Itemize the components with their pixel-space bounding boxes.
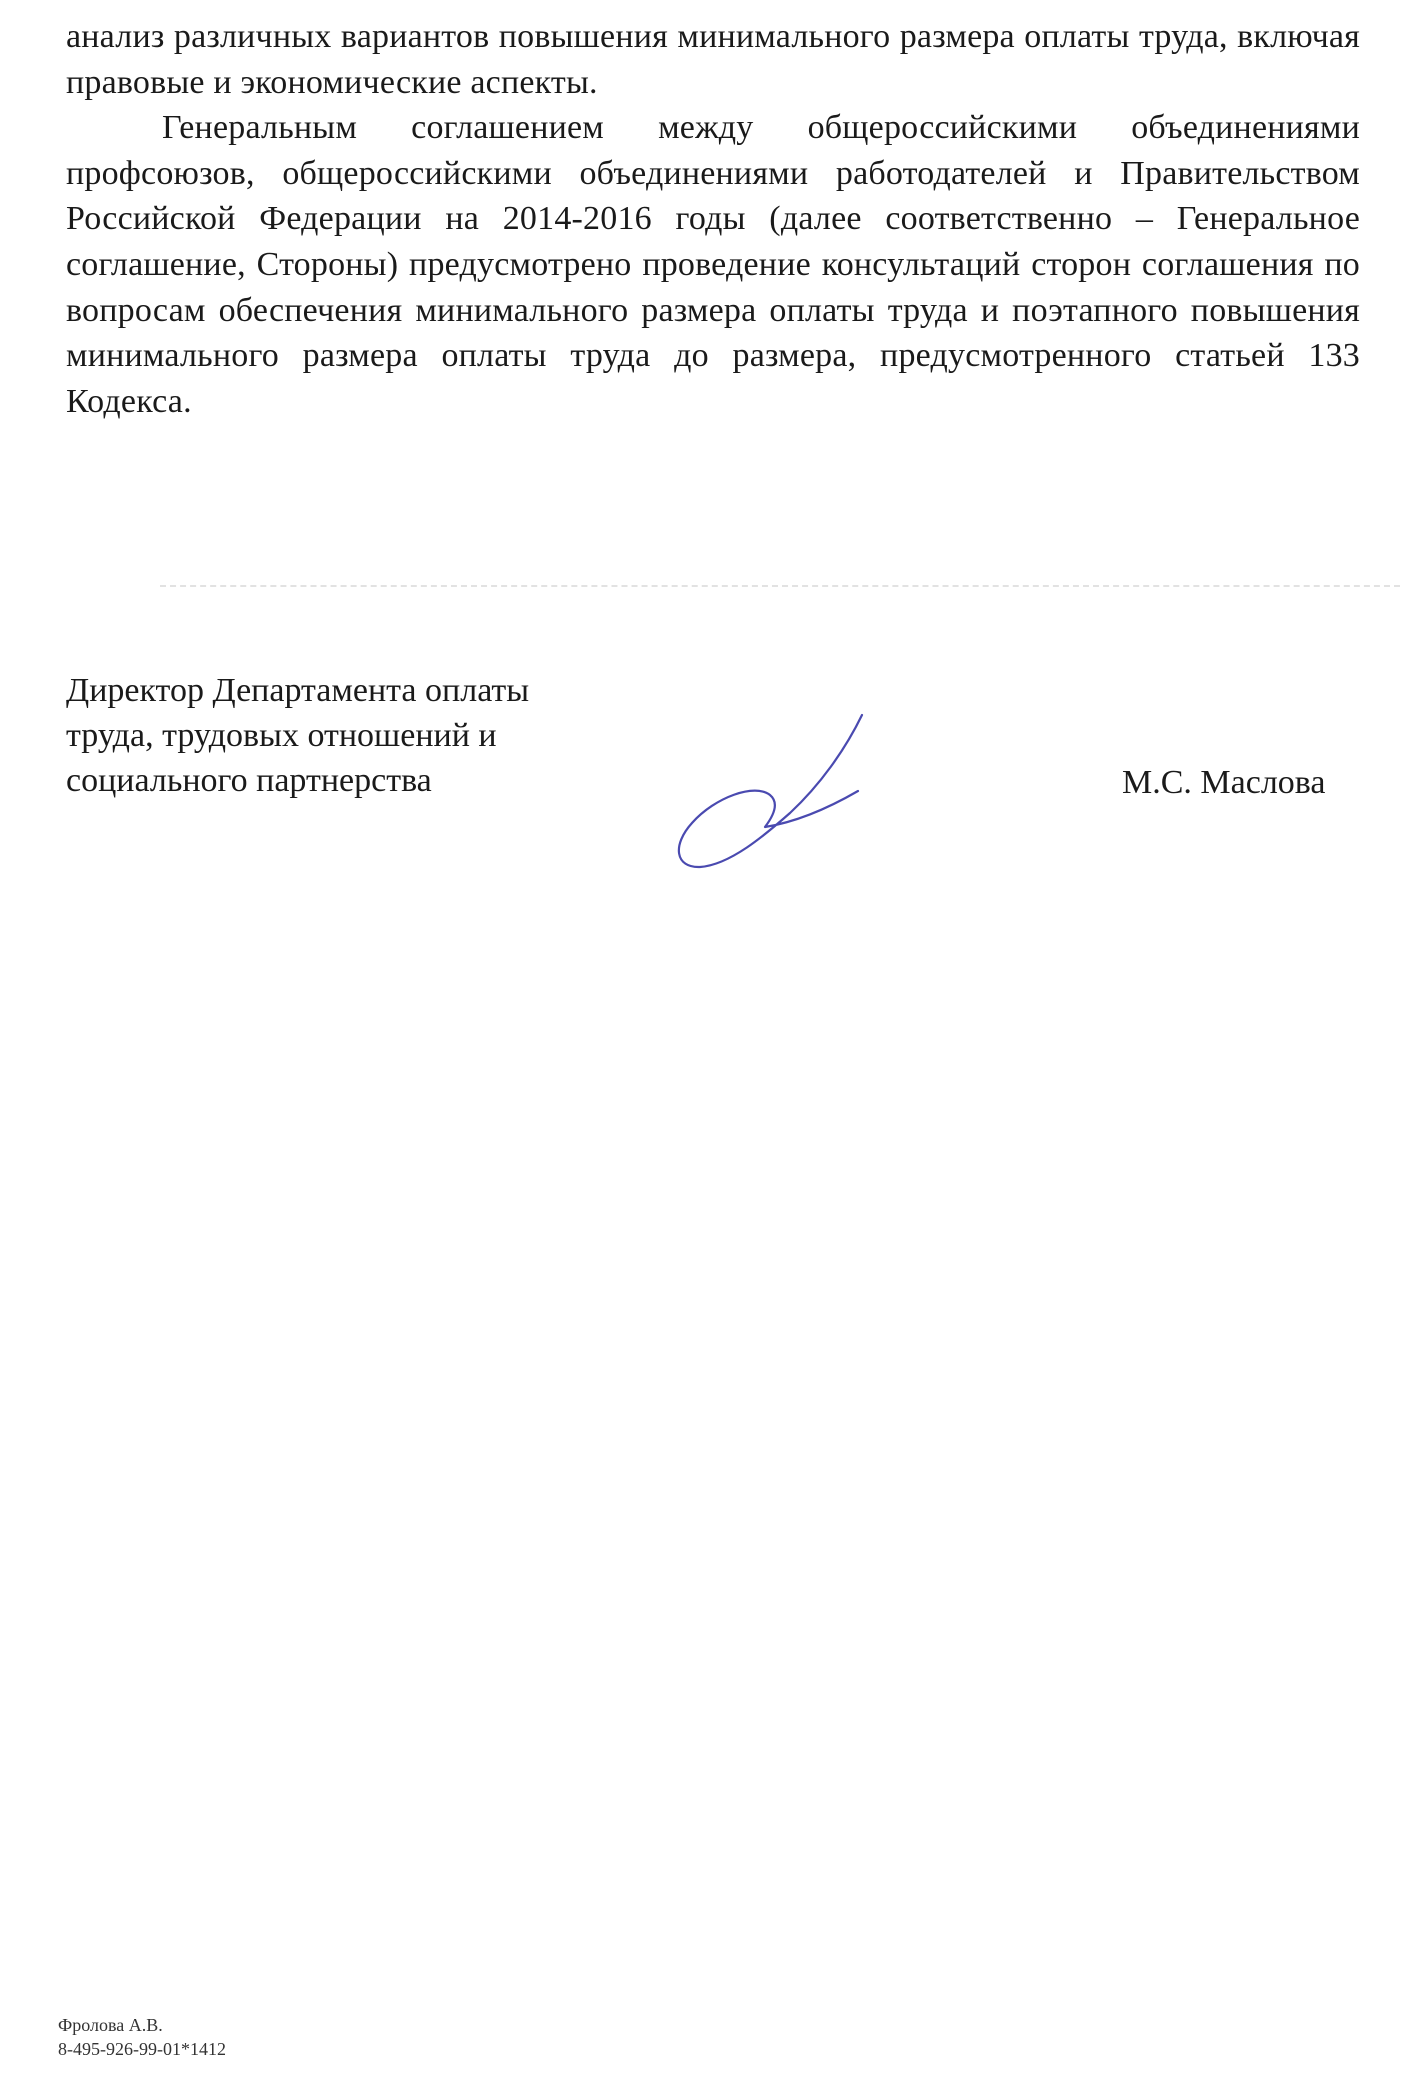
signatory-title-line-1: Директор Департамента оплаты [66,672,530,709]
executor-phone: 8-495-926-99-01*1412 [58,2039,226,2059]
handwritten-signature [670,705,880,875]
executor-name: Фролова А.В. [58,2015,163,2035]
signatory-title [66,668,626,803]
signature-stroke [679,715,862,867]
paragraph-general-agreement: Генеральным соглашением между общероссийскими объединениями профсоюзов, общероссийскими объединениями работодателей и Правительством Российской Федерации на 2014-2016 годы (далее соответственно – Генеральное соглашение, Стороны) предусмотрено проведение консультаций сторон соглашения по вопросам обеспечения минимального размера оплаты труда и поэтапного повышения минимального размера оплаты труда до размера, предусмотренного статьей 133 Кодекса. [66,109,1360,420]
executor-footer [58,2013,226,2061]
paragraph-continuation: анализ различных вариантов повышения минимального размера оплаты труда, включая правовые и экономические аспекты. [66,18,1360,101]
signatory-title-line-3: социального партнерства [66,762,432,799]
signer-name: М.С. Маслова [1122,764,1326,801]
scan-artifact-line [160,585,1400,587]
letter-body [66,14,1360,424]
signatory-title-line-2: труда, трудовых отношений и [66,717,497,754]
